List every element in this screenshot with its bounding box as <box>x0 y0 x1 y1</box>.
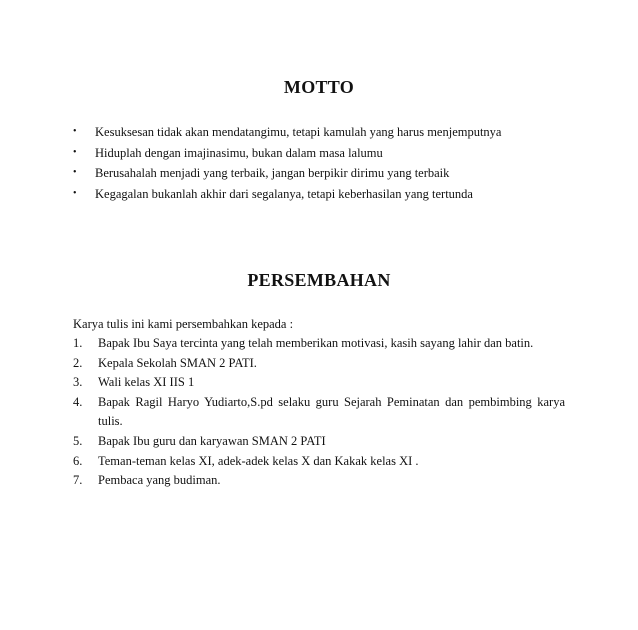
persembahan-item <box>73 334 565 354</box>
persembahan-item <box>73 432 565 452</box>
item-text: Teman-teman kelas XI, adek-adek kelas X dan Kakak kelas XI . <box>98 453 419 468</box>
motto-item-text: Kesuksesan tidak akan mendatangimu, tetapi kamulah yang harus menjemputnya <box>95 125 502 139</box>
motto-item <box>63 163 583 184</box>
persembahan-item <box>73 373 565 393</box>
item-text: Kepala Sekolah SMAN 2 PATI. <box>98 355 257 370</box>
bullet-icon: • <box>73 126 77 137</box>
item-number: 3. <box>73 375 83 390</box>
motto-item-text: Kegagalan bukanlah akhir dari segalanya, tetapi keberhasilan yang tertunda <box>95 187 473 202</box>
persembahan-item <box>73 452 565 472</box>
motto-item <box>63 184 583 205</box>
persembahan-item <box>73 354 565 374</box>
item-number: 6. <box>73 453 83 468</box>
motto-list <box>63 122 583 205</box>
item-text: Wali kelas XI IIS 1 <box>98 375 195 390</box>
motto-item <box>63 122 583 143</box>
bullet-icon: • <box>73 167 77 179</box>
item-number: 2. <box>73 355 83 370</box>
item-text: Pembaca yang budiman. <box>98 473 221 488</box>
motto-heading: MOTTO <box>283 77 355 97</box>
motto-item-text: Berusahalah menjadi yang terbaik, jangan berpikir dirimu yang terbaik <box>95 166 450 181</box>
persembahan-list <box>73 334 565 491</box>
item-number: 1. <box>73 336 83 350</box>
item-number: 4. <box>73 394 83 409</box>
item-number: 5. <box>73 433 83 448</box>
motto-item <box>63 143 583 164</box>
item-text: Bapak Ibu guru dan karyawan SMAN 2 PATI <box>98 433 326 448</box>
item-number: 7. <box>73 473 83 488</box>
item-text: Bapak Ragil Haryo Yudiarto,S.pd selaku guru Sejarah Peminatan dan pembimbing karya tulis. <box>98 394 565 429</box>
persembahan-item <box>73 471 565 491</box>
bullet-icon: • <box>73 188 77 200</box>
item-text: Bapak Ibu Saya tercinta yang telah memberikan motivasi, kasih sayang lahir dan batin. <box>98 336 534 350</box>
persembahan-item <box>73 393 565 432</box>
persembahan-heading: PERSEMBAHAN <box>247 270 391 290</box>
persembahan-intro: Karya tulis ini kami persembahkan kepada : <box>73 317 294 331</box>
bullet-icon: • <box>73 146 77 158</box>
motto-item-text: Hiduplah dengan imajinasimu, bukan dalam masa lalumu <box>95 145 383 160</box>
